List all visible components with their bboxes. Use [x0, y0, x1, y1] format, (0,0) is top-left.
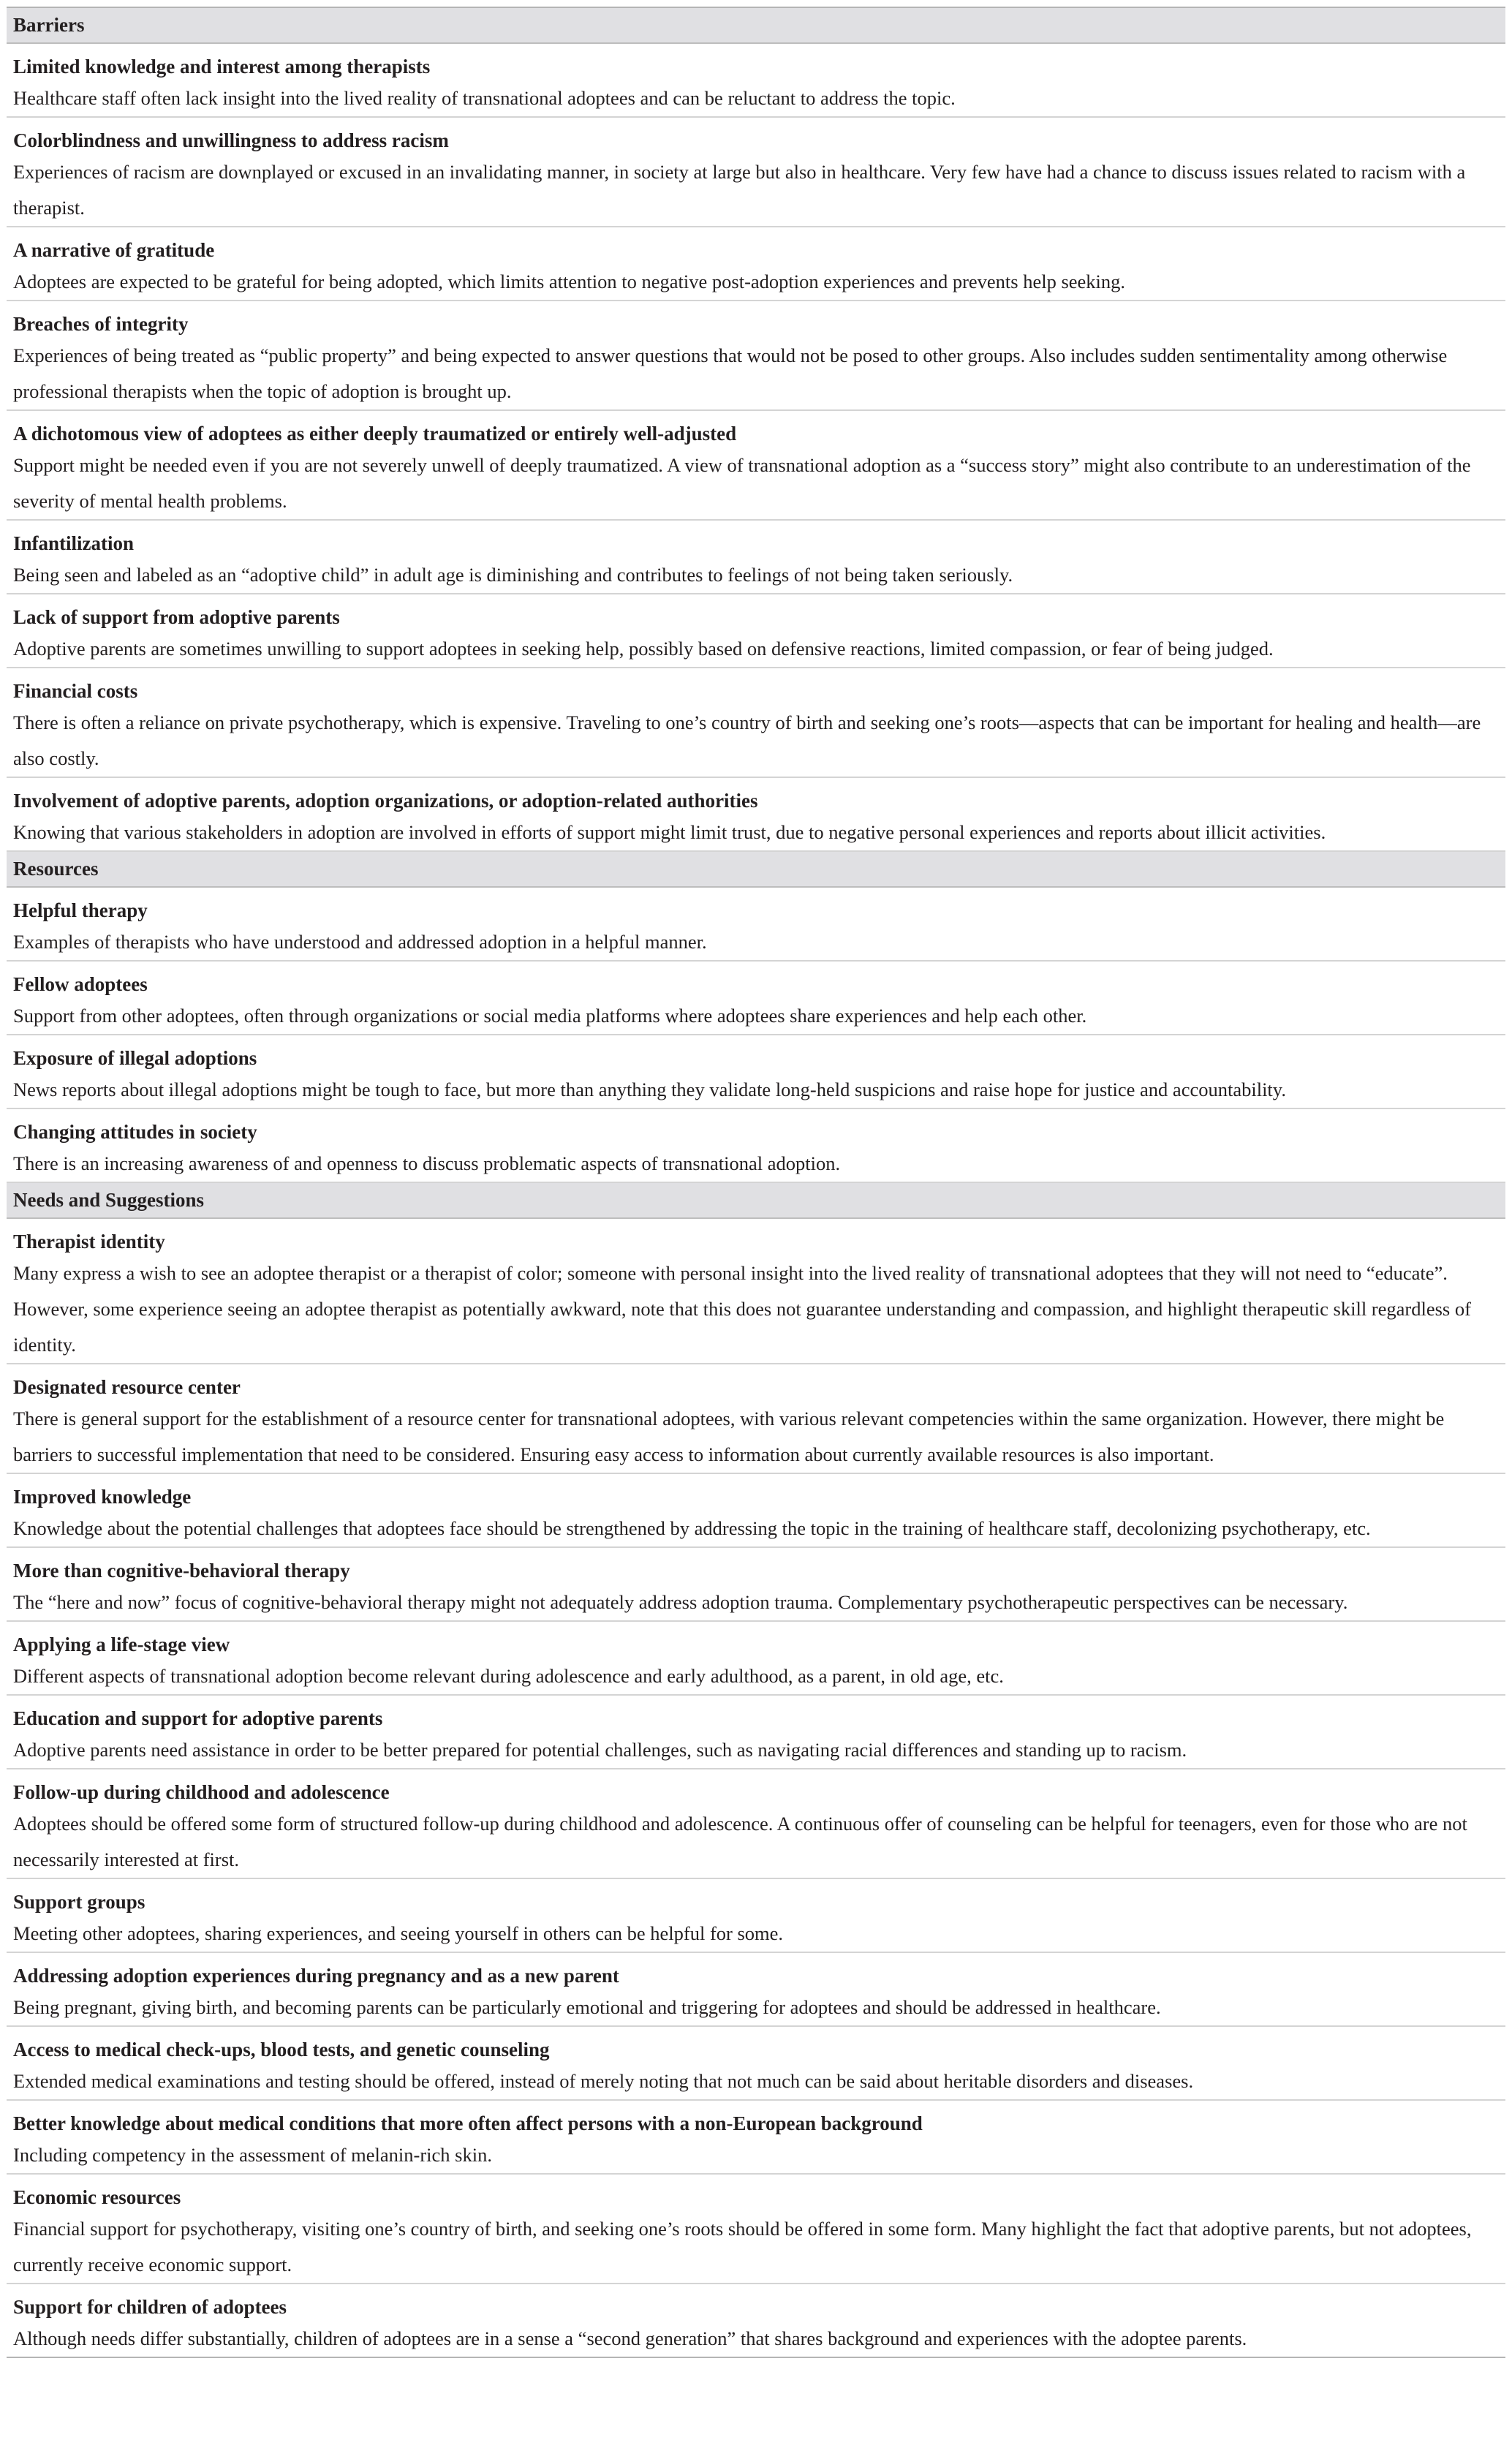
- row-description: Support from other adoptees, often through organizations or social media platforms where adoptees share experiences and help each other.: [13, 1005, 1087, 1027]
- row-description: Experiences of racism are downplayed or excused in an invalidating manner, in society at large but also in healthcare. Very few have had a chance to discuss issues related to racism with a therapist.: [13, 161, 1466, 219]
- table-row: [7, 1548, 1505, 1622]
- table-row: [7, 1622, 1505, 1696]
- row-description: Adoptive parents need assistance in order to be better prepared for potential challenges, such as navigating racial differences and standing up to racism.: [13, 1739, 1187, 1761]
- row-title: Involvement of adoptive parents, adoption organizations, or adoption-related authorities: [13, 790, 758, 812]
- row-description: There is general support for the establishment of a resource center for transnational adoptees, with various relevant competencies within the same organization. However, there might be barriers to successful implementation that need to be considered. Ensuring easy access to information about currently available resources is also important.: [13, 1408, 1445, 1465]
- row-description: Being seen and labeled as an “adoptive child” in adult age is diminishing and contributes to feelings of not being taken seriously.: [13, 564, 1013, 586]
- table-row: [7, 118, 1505, 227]
- table-row: [7, 411, 1505, 521]
- row-description: Extended medical examinations and testing should be offered, instead of merely noting that not much can be said about heritable disorders and diseases.: [13, 2070, 1194, 2092]
- row-title: Therapist identity: [13, 1231, 165, 1253]
- row-description: Experiences of being treated as “public property” and being expected to answer questions that would not be posed to other groups. Also includes sudden sentimentality among otherwise professional therapists when the topic of adoption is brought up.: [13, 344, 1448, 402]
- row-title: Fellow adoptees: [13, 973, 148, 995]
- table-row: [7, 778, 1505, 852]
- table-row: [7, 1696, 1505, 1769]
- row-description: Financial support for psychotherapy, visiting one’s country of birth, and seeking one’s roots should be offered in some form. Many highlight the fact that adoptive parents, but not adoptees, currently receive economic support.: [13, 2218, 1472, 2275]
- table-row: [7, 962, 1505, 1035]
- row-description: Healthcare staff often lack insight into the lived reality of transnational adoptees and can be reluctant to address the topic.: [13, 87, 956, 109]
- row-title: Support for children of adoptees: [13, 2296, 287, 2318]
- row-title: Support groups: [13, 1891, 145, 1913]
- table-row: [7, 1879, 1505, 1953]
- row-title: Applying a life-stage view: [13, 1633, 230, 1655]
- table-row: [7, 1953, 1505, 2027]
- row-title: Financial costs: [13, 680, 138, 702]
- row-description: Including competency in the assessment of melanin-rich skin.: [13, 2144, 492, 2166]
- row-description: Adoptees should be offered some form of structured follow-up during childhood and adolescence. A continuous offer of counseling can be helpful for teenagers, even for those who are not necessarily interested at first.: [13, 1813, 1467, 1870]
- row-description: Being pregnant, giving birth, and becoming parents can be particularly emotional and triggering for adoptees and should be addressed in healthcare.: [13, 1996, 1161, 2018]
- row-description: There is an increasing awareness of and openness to discuss problematic aspects of transnational adoption.: [13, 1152, 841, 1174]
- row-title: Infantilization: [13, 532, 135, 554]
- table-row: [7, 227, 1505, 301]
- row-description: Knowledge about the potential challenges that adoptees face should be strengthened by addressing the topic in the training of healthcare staff, decolonizing psychotherapy, etc.: [13, 1517, 1371, 1539]
- row-title: Breaches of integrity: [13, 313, 189, 335]
- row-description: Many express a wish to see an adoptee therapist or a therapist of color; someone with personal insight into the lived reality of transnational adoptees that they will not need to “educate”. However, some experience seeing an adoptee therapist as potentially awkward, note that this does not guarantee understanding and compassion, and highlight therapeutic skill regardless of identity.: [13, 1262, 1471, 1356]
- row-description: Examples of therapists who have understood and addressed adoption in a helpful manner.: [13, 931, 707, 953]
- table-row: [7, 521, 1505, 594]
- row-title: Designated resource center: [13, 1376, 241, 1398]
- row-title: Exposure of illegal adoptions: [13, 1047, 257, 1069]
- table-row: [7, 2101, 1505, 2175]
- row-description: Adoptees are expected to be grateful for being adopted, which limits attention to negative post-adoption experiences and prevents help seeking.: [13, 271, 1126, 292]
- table-row: [7, 2175, 1505, 2284]
- row-title: Changing attitudes in society: [13, 1121, 257, 1143]
- row-title: Access to medical check-ups, blood tests, and genetic counseling: [13, 2039, 550, 2061]
- row-title: Improved knowledge: [13, 1486, 192, 1508]
- row-description: Adoptive parents are sometimes unwilling to support adoptees in seeking help, possibly based on defensive reactions, limited compassion, or fear of being judged.: [13, 638, 1274, 660]
- table-row: [7, 1364, 1505, 1474]
- row-description: News reports about illegal adoptions might be tough to face, but more than anything they validate long-held suspicions and raise hope for justice and accountability.: [13, 1079, 1286, 1100]
- row-title: Helpful therapy: [13, 899, 148, 921]
- row-description: Support might be needed even if you are not severely unwell of deeply traumatized. A view of transnational adoption as a “success story” might also contribute to an underestimation of the severity of mental health problems.: [13, 454, 1471, 512]
- table-row: [7, 594, 1505, 668]
- row-description: The “here and now” focus of cognitive-behavioral therapy might not adequately address adoption trauma. Complementary psychotherapeutic perspectives can be necessary.: [13, 1591, 1348, 1613]
- table-row: [7, 668, 1505, 778]
- table-row: [7, 1109, 1505, 1183]
- table-row: [7, 301, 1505, 411]
- row-title: Colorblindness and unwillingness to address racism: [13, 129, 449, 151]
- row-title: Economic resources: [13, 2186, 181, 2208]
- row-title: A dichotomous view of adoptees as either deeply traumatized or entirely well-adjusted: [13, 423, 737, 445]
- section-header: Needs and Suggestions: [7, 1183, 1505, 1219]
- table-row: [7, 888, 1505, 962]
- findings-table: [7, 7, 1505, 2358]
- row-description: Knowing that various stakeholders in adoption are involved in efforts of support might limit trust, due to negative personal experiences and reports about illicit activities.: [13, 821, 1326, 843]
- row-title: Addressing adoption experiences during pregnancy and as a new parent: [13, 1965, 619, 1987]
- row-title: Limited knowledge and interest among therapists: [13, 56, 431, 78]
- table-row: [7, 2027, 1505, 2101]
- table-row: [7, 1219, 1505, 1364]
- table-row: [7, 2284, 1505, 2357]
- row-title: Better knowledge about medical conditions that more often affect persons with a non-European background: [13, 2112, 923, 2134]
- row-title: Education and support for adoptive parents: [13, 1707, 383, 1729]
- row-description: Different aspects of transnational adoption become relevant during adolescence and early adulthood, as a parent, in old age, etc.: [13, 1665, 1004, 1687]
- row-title: Lack of support from adoptive parents: [13, 606, 340, 628]
- row-description: Meeting other adoptees, sharing experiences, and seeing yourself in others can be helpful for some.: [13, 1922, 784, 1944]
- section-header: Resources: [7, 852, 1505, 888]
- row-title: More than cognitive-behavioral therapy: [13, 1560, 350, 1582]
- table-row: [7, 1769, 1505, 1879]
- row-title: Follow-up during childhood and adolescence: [13, 1781, 390, 1803]
- table-row: [7, 44, 1505, 118]
- row-description: Although needs differ substantially, children of adoptees are in a sense a “second generation” that shares background and experiences with the adoptee parents.: [13, 2327, 1247, 2349]
- table-row: [7, 1474, 1505, 1548]
- row-description: There is often a reliance on private psychotherapy, which is expensive. Traveling to one’s country of birth and seeking one’s roots—aspects that can be important for healing and health—are also costly.: [13, 711, 1481, 769]
- row-title: A narrative of gratitude: [13, 239, 215, 261]
- table-row: [7, 1035, 1505, 1109]
- section-header: Barriers: [7, 8, 1505, 44]
